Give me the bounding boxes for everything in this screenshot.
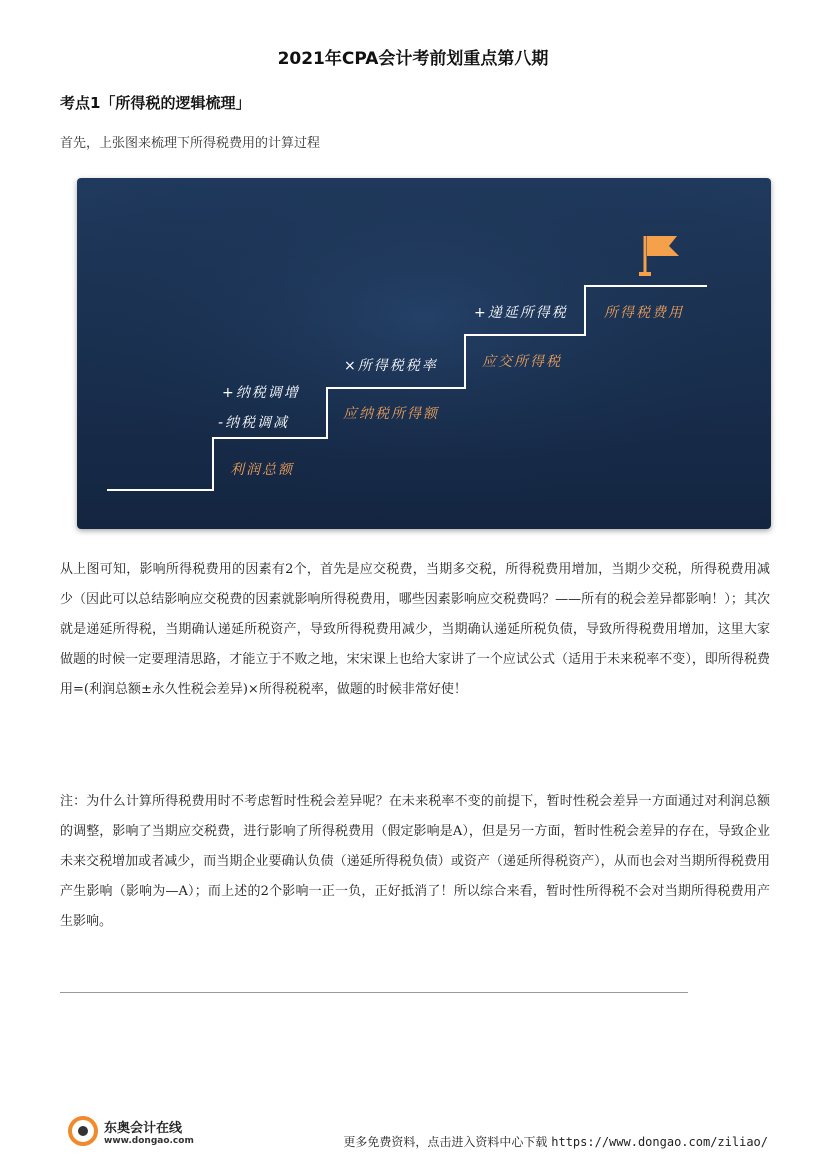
logo-brand-name: 东奥会计在线 <box>104 1120 183 1136</box>
label-tax-payable: 应交所得税 <box>482 354 562 370</box>
divider <box>60 992 688 993</box>
label-deferred-tax: +递延所得税 <box>474 305 568 321</box>
paragraph-note: 注：为什么计算所得税费用时不考虑暂时性税会差异呢？在未来税率不变的前提下，暂时性税会差异一方面通过对利润总额的调整，影响了当期应交税费，进行影响了所得税费用（假定影响是A），但是另一方面，暂时性税会差异的存在，导致企业未来交税增加或者减少，而当期企业要确认负债（递延所得税负债）或资产（递延所得税资产），从而也会对当期所得税费用产生影响（影响为—A）；而上述的2个影响一正一负，正好抵消了！所以综合来看，暂时性所得税不会对当期所得税费用产生影响。 <box>60 794 770 929</box>
label-profit-total: 利润总额 <box>230 462 294 478</box>
footer-download-link[interactable] <box>343 1133 768 1150</box>
footer-link-url[interactable]: https://www.dongao.com/ziliao/ <box>551 1135 768 1149</box>
label-tax-expense: 所得税费用 <box>604 305 684 321</box>
paragraph-analysis: 从上图可知，影响所得税费用的因素有2个，首先是应交税费，当期多交税，所得税费用增加，当期少交税，所得税费用减少（因此可以总结影响应交税费的因素就影响所得税费用，哪些因素影响应交税费吗？——所有的税会差异都影响！）；其次就是递延所得税，当期确认递延所税资产，导致所得税费用减少，当期确认递延所税负债，导致所得税费用增加，这里大家做题的时候一定要理清思路，才能立于不败之地，宋宋课上也给大家讲了一个应试公式（适用于未来税率不变），即所得税费用=(利润总额±永久性税会差异)×所得税税率，做题的时候非常好使！ <box>60 562 770 697</box>
footer-link-text: 更多免费资料，点击进入资料中心下载 <box>343 1135 548 1149</box>
page-title: 2021年CPA会计考前划重点第八期 <box>277 49 549 69</box>
label-tax-increase: +纳税调增 <box>222 385 300 401</box>
tax-logic-figure <box>77 178 771 529</box>
label-tax-decrease: -纳税调减 <box>218 415 290 431</box>
label-tax-rate: ×所得税税率 <box>344 358 438 374</box>
footer-logo[interactable] <box>68 1116 194 1146</box>
logo-brand-url: www.dongao.com <box>104 1135 194 1146</box>
label-taxable-income: 应纳税所得额 <box>343 406 439 422</box>
intro-text: 首先，上张图来梳理下所得税费用的计算过程 <box>60 136 321 151</box>
logo-icon <box>68 1116 98 1146</box>
section-heading: 考点1「所得税的逻辑梳理」 <box>60 94 251 112</box>
staircase-diagram <box>77 178 771 529</box>
